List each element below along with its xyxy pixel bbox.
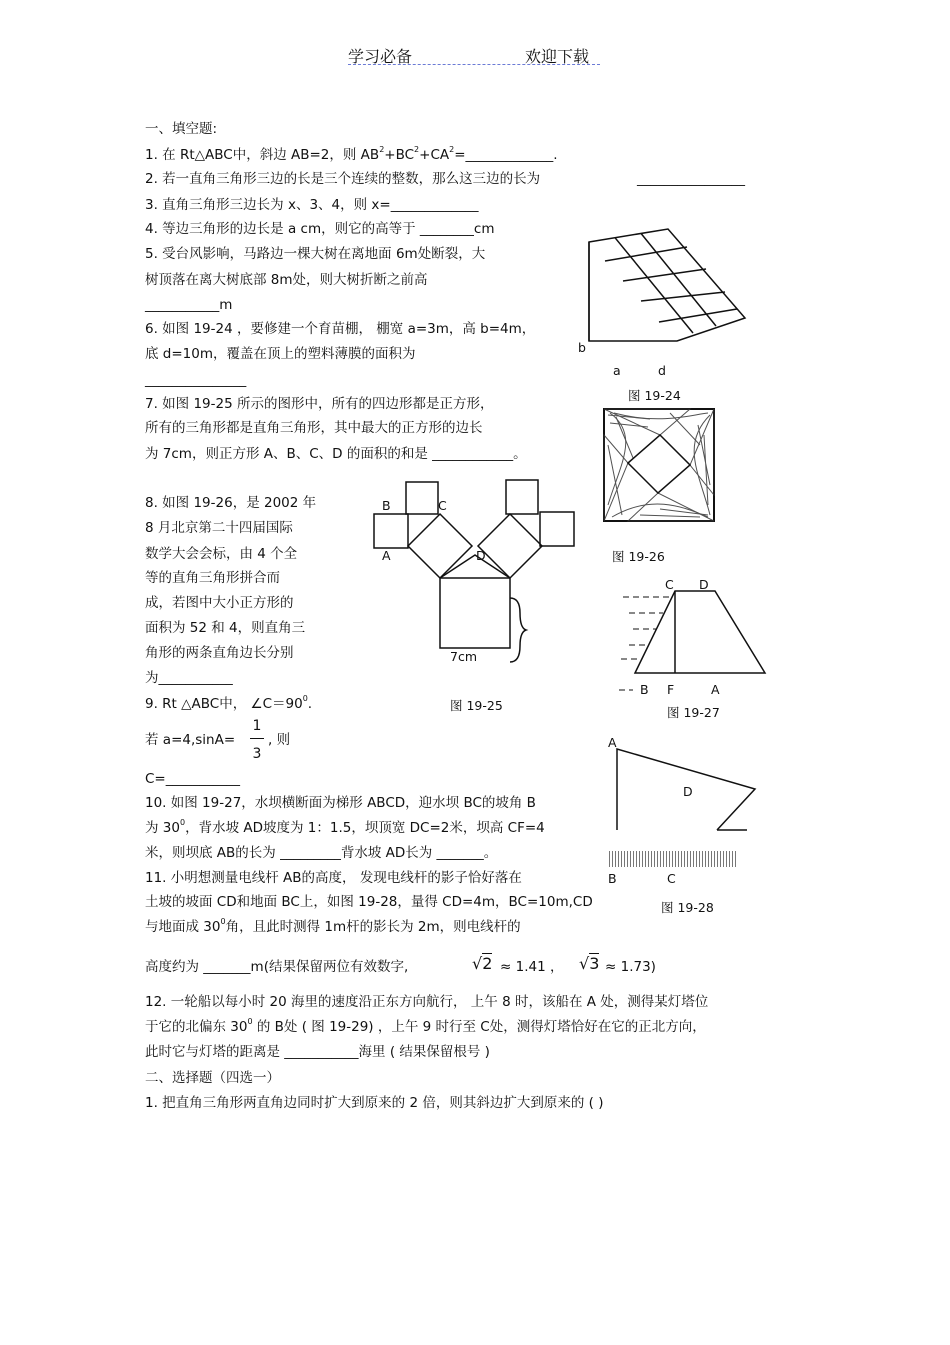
- fig24-label-b: b: [578, 340, 586, 355]
- fig27-label-B: B: [640, 682, 649, 697]
- q2-blank: ________________: [637, 171, 745, 187]
- fig27-label-A: A: [711, 682, 720, 697]
- fig25-caption: 图 19-25: [450, 698, 503, 713]
- fig25-label-A: A: [382, 548, 391, 563]
- fig27-label-F: F: [667, 682, 675, 697]
- header-divider: [348, 64, 600, 65]
- fig28-label-B: B: [608, 871, 617, 886]
- fig27-label-D: D: [699, 577, 709, 592]
- q12-line1: 12. 一轮船以每小时 20 海里的速度沿正东方向航行， 上午 8 时，该船在 A 处，测得某灯塔位: [145, 994, 709, 1010]
- q10-line1: 10. 如图 19-27，水坝横断面为梯形 ABCD，迎水坝 BC的坡角 B: [145, 795, 536, 811]
- q9-frac-num: 1: [252, 718, 262, 734]
- fig28-label-A: A: [608, 735, 617, 750]
- fig25-label-D: D: [476, 548, 486, 563]
- figure-19-28: [605, 735, 775, 920]
- q7-line2: 所有的三角形都是直角三角形，其中最大的正方形的边长: [145, 420, 483, 436]
- section1-title: 一、填空题:: [145, 121, 218, 137]
- sqrt3-symbol: √3: [579, 954, 600, 973]
- fig28-caption: 图 19-28: [661, 900, 714, 915]
- fig25-side-label: 7cm: [450, 649, 478, 664]
- fig25-label-B: B: [382, 498, 391, 513]
- sqrt2-value: ≈ 1.41 ，: [500, 959, 564, 975]
- q8-line3: 数学大会会标，由 4 个全: [145, 546, 298, 562]
- section2-title: 二、选择题（四选一）: [145, 1070, 280, 1086]
- q7-line3: 为 7cm，则正方形 A、B、C、D 的面积的和是 ____________。: [145, 446, 527, 462]
- q6-line1: 6. 如图 19-24 ，要修建一个育苗棚， 棚宽 a=3m，高 b=4m，: [145, 321, 536, 337]
- q7-line1: 7. 如图 19-25 所示的图形中，所有的四边形都是正方形，: [145, 396, 494, 412]
- q3: 3. 直角三角形三边长为 x、3、4，则 x=_____________: [145, 197, 479, 213]
- q9-line3: C=___________: [145, 771, 240, 787]
- fig24-label-d: d: [658, 363, 666, 378]
- q8-line5: 成，若图中大小正方形的: [145, 595, 294, 611]
- q2: 2. 若一直角三角形三边的长是三个连续的整数，那么这三边的长为: [145, 171, 541, 187]
- fig28-label-C: C: [667, 871, 676, 886]
- q11-line2: 土坡的坡面 CD和地面 BC上，如图 19-28，量得 CD=4m，BC=10m,CD: [145, 894, 593, 910]
- q5-line2: 树顶落在离大树底部 8m处，则大树折断之前高: [145, 272, 428, 288]
- q5-line3: ___________m: [145, 297, 233, 313]
- fig25-label-C: C: [438, 498, 447, 513]
- q11-line1: 11. 小明想测量电线杆 AB的高度， 发现电线杆的影子恰好落在: [145, 870, 522, 886]
- header-left: 学习必备: [348, 47, 413, 66]
- q9-line2b: , 则: [268, 732, 291, 748]
- q9-line1: 9. Rt △ABC中， $\angle C=90^0$.: [145, 694, 313, 712]
- fig27-label-C: C: [665, 577, 674, 592]
- q8-line1: 8. 如图 19-26，是 2002 年: [145, 495, 317, 511]
- q8-line2: 8 月北京第二十四届国际: [145, 520, 293, 536]
- fig27-caption: 图 19-27: [667, 705, 720, 720]
- figure-19-24: [575, 225, 755, 415]
- q12-line3: 此时它与灯塔的距离是 ___________海里 ( 结果保留根号 ): [145, 1044, 490, 1060]
- q9-frac-bar: [250, 738, 264, 739]
- q8-line7: 角形的两条直角边长分别: [145, 645, 294, 661]
- q8-line4: 等的直角三角形拼合而: [145, 570, 280, 586]
- q1: 1. 在 Rt△ABC中，斜边 AB=2，则 $AB^2+BC^2+CA^2=\_\_\_\_\_\_\_\_\_\_\_\_\_$.: [145, 145, 558, 163]
- fig24-label-a: a: [613, 363, 621, 378]
- q11-line4: 高度约为 _______m(结果保留两位有效数字,: [145, 959, 409, 975]
- sqrt2-symbol: √2: [472, 954, 493, 973]
- q9-frac-den: 3: [252, 746, 262, 762]
- q8-line8: 为___________: [145, 670, 233, 686]
- q10-line3: 米，则坝底 AB的长为 _________背水坡 AD长为 _______。: [145, 845, 498, 861]
- q10-line2: 为 $30^0$，背水坡 AD坡度为 1：1.5，坝顶宽 DC=2米，坝高 CF=4: [145, 818, 545, 836]
- fig24-caption: 图 19-24: [628, 388, 681, 403]
- q12-line2: 于它的北偏东 $30^0$ 的 B处 ( 图 19-29) ，上午 9 时行至 C处，测得灯塔恰好在它的正北方向，: [145, 1017, 706, 1035]
- q9-line2a: 若 a=4,sinA=: [145, 732, 236, 748]
- q6-line2: 底 d=10m，覆盖在顶上的塑料薄膜的面积为: [145, 346, 416, 362]
- fig28-label-D: D: [683, 784, 693, 799]
- q8-line6: 面积为 52 和 4，则直角三: [145, 620, 306, 636]
- figure-19-26: [600, 405, 720, 570]
- fig26-caption: 图 19-26: [612, 549, 665, 564]
- q6-line3: _______________: [145, 372, 247, 388]
- figure-19-27: [615, 575, 775, 725]
- q11-line3: 与地面成 $30^0$角，且此时测得 1m杆的影长为 2m，则电线杆的: [145, 917, 521, 935]
- header-right: 欢迎下载: [525, 47, 590, 66]
- sqrt3-value: ≈ 1.73): [605, 959, 656, 975]
- q4: 4. 等边三角形的边长是 a cm，则它的高等于 ________cm: [145, 221, 495, 237]
- q5-line1: 5. 受台风影响，马路边一棵大树在离地面 6m处断裂，大: [145, 246, 486, 262]
- s2-q1: 1. 把直角三角形两直角边同时扩大到原来的 2 倍，则其斜边扩大到原来的 ( ): [145, 1095, 604, 1111]
- figure-19-25: [370, 478, 585, 718]
